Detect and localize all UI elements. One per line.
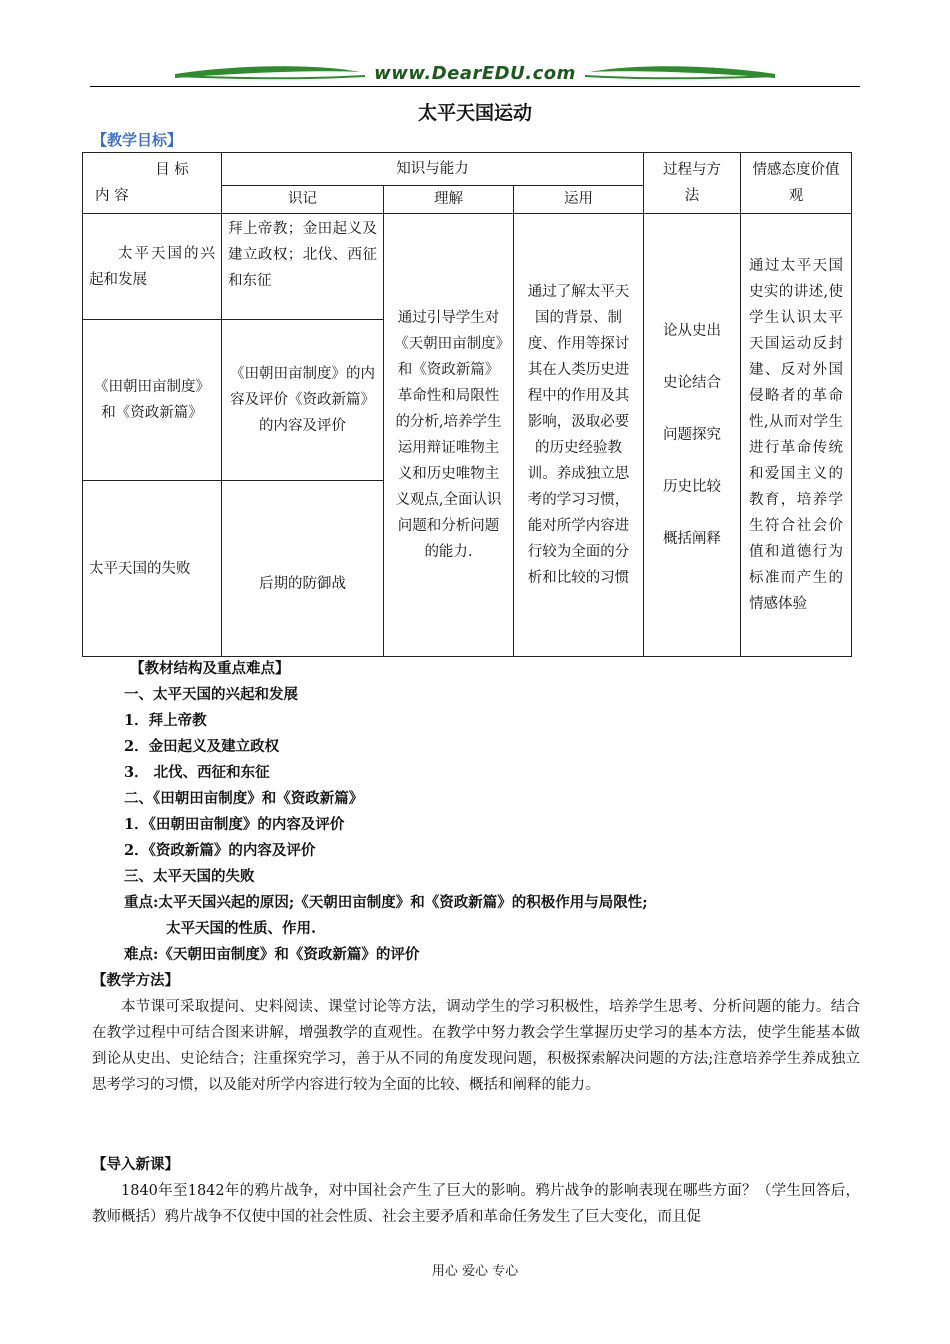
corner-bottom: 内 容 (95, 188, 129, 204)
header-rule (90, 86, 860, 87)
process-header: 过程与方法 (644, 153, 741, 214)
process-item: 历史比较 (663, 479, 721, 495)
apply-header: 运用 (514, 185, 644, 213)
process-item: 史论结合 (663, 375, 721, 391)
process-item: 问题探究 (663, 427, 721, 443)
goals-heading: 【教学目标】 (92, 131, 183, 149)
page-title: 太平天国运动 (417, 102, 532, 124)
recall-cell-policy: 《田朝田亩制度》的内容及评价《资政新篇》的内容及评价 (222, 320, 384, 481)
understand-cell: 通过引导学生对《天朝田亩制度》和《资政新篇》革命性和局限性的分析,培养学生运用辩证唯物主义和历史唯物主义观点,全面认识问题和分析问题的能力. (384, 214, 514, 657)
intro-text: 1840年至1842年的鸦片战争，对中国社会产生了巨大的影响。鸦片战争的影响表现在哪些方面？（学生回答后，教师概括）鸦片战争不仅使中国的社会性质、社会主要矛盾和革命任务发生了巨大变化，而且促 (92, 1183, 860, 1225)
intro-heading: 【导入新课】 (92, 1156, 179, 1173)
method-heading: 【教学方法】 (92, 972, 179, 989)
understand-header: 理解 (384, 185, 514, 213)
process-item: 概括阐释 (663, 531, 721, 547)
content-cell-rise: 太平天国的兴起和发展 (83, 214, 222, 320)
recall-cell-rise: 拜上帝教；金田起义及建立政权；北伐、西征和东征 (222, 214, 384, 320)
method-text: 本节课可采取提问、史料阅读、课堂讨论等方法，调动学生的学习积极性，培养学生思考、分析问题的能力。结合在教学过程中可结合图来讲解，增强教学的直观性。在教学中努力教会学生掌握历史学习的基本方法，使学生能基本做到论从史出、史论结合；注重探究学习，善于从不同的角度发现问题，积极探索解决问题的方法;注意培养学生养成独立思考学习的习惯，以及能对所学内容进行较为全面的比较、概括和阐释的能力。 (92, 999, 860, 1093)
knowledge-header: 知识与能力 (222, 153, 644, 186)
process-cell (644, 214, 741, 657)
corner-top: 目 标 (155, 162, 189, 178)
goals-table (82, 152, 852, 657)
key-points-cont: 太平天国的性质、作用. (166, 920, 317, 937)
difficulty: 难点:《天朝田亩制度》和《资政新篇》的评价 (124, 946, 420, 963)
page-header (90, 60, 860, 90)
structure-line: 1．拜上帝教 (124, 712, 207, 729)
page-footer: 用心 爱心 专心 (431, 1264, 519, 1279)
structure-heading: 【教材结构及重点难点】 (130, 660, 290, 677)
emotion-header: 情感态度价值观 (741, 153, 852, 214)
emotion-cell: 通过太平天国史实的讲述,使学生认识太平天国运动反封建、反对外国侵略者的革命性,从而对学生进行革命传统和爱国主义的教育，培养学生符合社会价值和道德行为标准而产生的情感体验 (741, 214, 852, 657)
corner-cell (83, 153, 222, 214)
process-item: 论从史出 (663, 323, 721, 339)
structure-line: 三、太平天国的失败 (124, 868, 255, 885)
apply-cell: 通过了解太平天国的背景、制度、作用等探讨其在人类历史进程中的作用及其影响，汲取必要的历史经验教训。养成独立思考的学习习惯，能对所学内容进行较为全面的分析和比较的习惯 (514, 214, 644, 657)
key-points: 重点:太平天国兴起的原因;《天朝田亩制度》和《资政新篇》的积极作用与局限性; (124, 894, 648, 911)
structure-line: 1．《田朝田亩制度》的内容及评价 (124, 816, 345, 833)
content-cell-policy: 《田朝田亩制度》和《资政新篇》 (83, 320, 222, 481)
recall-header: 识记 (222, 185, 384, 213)
structure-line: 2．《资政新篇》的内容及评价 (124, 842, 316, 859)
site-logo-text: www.DearEDU.com (374, 63, 576, 84)
structure-line: 3． 北伐、西征和东征 (124, 764, 270, 781)
structure-line: 2．金田起义及建立政权 (124, 738, 280, 755)
structure-line: 一、太平天国的兴起和发展 (124, 686, 298, 703)
recall-cell-failure: 后期的防御战 (222, 481, 384, 657)
structure-line: 二、《田朝田亩制度》和《资政新篇》 (124, 790, 364, 807)
content-cell-failure: 太平天国的失败 (83, 481, 222, 657)
